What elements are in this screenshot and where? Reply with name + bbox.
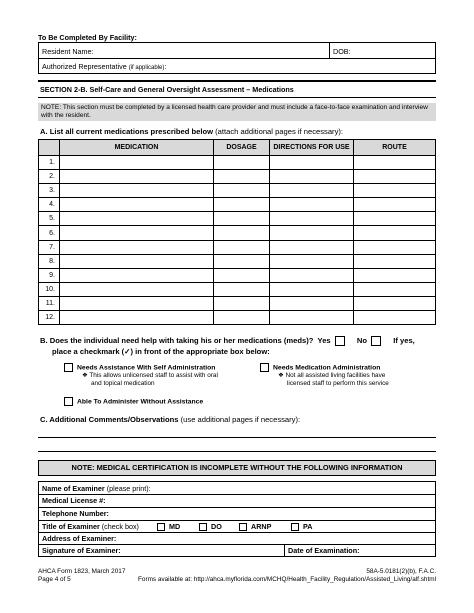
directions-cell[interactable] [270, 254, 354, 268]
medications-table [38, 139, 436, 325]
route-cell[interactable] [354, 311, 436, 325]
medication-row [39, 296, 436, 310]
row-number: 10. [39, 282, 60, 296]
row-number: 9. [39, 268, 60, 282]
row-number: 5. [39, 212, 60, 226]
medication-row [39, 254, 436, 268]
medication-row [39, 226, 436, 240]
dosage-cell[interactable] [214, 311, 270, 325]
no-checkbox[interactable] [371, 336, 381, 346]
row-number: 4. [39, 198, 60, 212]
med-admin-desc: ❖ Not all assisted living facilities have licensed staff to perform this service [278, 372, 389, 387]
route-cell[interactable] [354, 198, 436, 212]
footer-right [138, 568, 436, 584]
auth-rep-label: Authorized Representative (if applicable): [42, 62, 167, 71]
dosage-cell[interactable] [214, 296, 270, 310]
dosage-cell[interactable] [214, 254, 270, 268]
dosage-cell[interactable] [214, 170, 270, 184]
do-checkbox[interactable] [199, 523, 207, 531]
dosage-header: DOSAGE [214, 140, 270, 156]
directions-cell[interactable] [270, 198, 354, 212]
dob-label: DOB: [333, 47, 351, 56]
medication-row [39, 170, 436, 184]
route-cell[interactable] [354, 268, 436, 282]
do-option: DO [199, 522, 222, 531]
resident-name-label: Resident Name: [42, 47, 94, 56]
row-number: 1. [39, 156, 60, 170]
able-checkbox[interactable] [64, 397, 73, 406]
directions-cell[interactable] [270, 240, 354, 254]
medication-row [39, 282, 436, 296]
route-cell[interactable] [354, 282, 436, 296]
route-header: ROUTE [354, 140, 436, 156]
dosage-cell[interactable] [214, 198, 270, 212]
route-cell[interactable] [354, 156, 436, 170]
route-cell[interactable] [354, 226, 436, 240]
yes-checkbox[interactable] [335, 336, 345, 346]
medication-cell[interactable] [60, 184, 214, 198]
md-option: MD [157, 522, 180, 531]
question-b: B. Does the individual need help with taking his or her medications (meds)? Yes No If yes, [40, 336, 415, 345]
option-able: Able To Administer Without Assistance [64, 397, 203, 406]
section-title: SECTION 2-B. Self-Care and General Oversight Assessment – Medications [40, 85, 294, 94]
examiner-box [38, 481, 436, 557]
comments-line-2[interactable] [38, 451, 436, 452]
row-number: 11. [39, 296, 60, 310]
directions-cell[interactable] [270, 296, 354, 310]
medication-cell[interactable] [60, 282, 214, 296]
question-b-instruction: place a checkmark (✓) in front of the appropriate box below: [52, 347, 270, 356]
option-med-admin: Needs Medication Administration [260, 363, 380, 372]
row-number: 2. [39, 170, 60, 184]
directions-cell[interactable] [270, 170, 354, 184]
telephone-label: Telephone Number: [42, 509, 109, 518]
directions-cell[interactable] [270, 212, 354, 226]
medication-cell[interactable] [60, 198, 214, 212]
medication-cell[interactable] [60, 311, 214, 325]
route-cell[interactable] [354, 212, 436, 226]
medication-row [39, 268, 436, 282]
directions-cell[interactable] [270, 156, 354, 170]
row-number-header [39, 140, 60, 156]
directions-cell[interactable] [270, 184, 354, 198]
form-id: AHCA Form 1823, March 2017 [38, 568, 126, 575]
question-c: C. Additional Comments/Observations (use additional pages if necessary): [40, 415, 301, 424]
medication-cell[interactable] [60, 212, 214, 226]
pa-checkbox[interactable] [291, 523, 299, 531]
arnp-checkbox[interactable] [239, 523, 247, 531]
medication-row [39, 311, 436, 325]
route-cell[interactable] [354, 184, 436, 198]
signature-label: Signature of Examiner: [42, 546, 121, 555]
medication-row [39, 184, 436, 198]
med-admin-checkbox[interactable] [260, 363, 269, 372]
medication-header: MEDICATION [60, 140, 214, 156]
pa-option: PA [291, 522, 312, 531]
row-number: 12. [39, 311, 60, 325]
md-checkbox[interactable] [157, 523, 165, 531]
medication-row [39, 212, 436, 226]
directions-cell[interactable] [270, 282, 354, 296]
rule-code: 58A-5.0181(2)(b), F.A.C. [366, 568, 436, 575]
route-cell[interactable] [354, 296, 436, 310]
route-cell[interactable] [354, 240, 436, 254]
facility-header: To Be Completed By Facility: [38, 33, 137, 42]
comments-line-1[interactable] [38, 437, 436, 438]
row-number: 7. [39, 240, 60, 254]
medication-row [39, 198, 436, 212]
question-a: A. List all current medications prescribed below (attach additional pages if necessary): [40, 127, 344, 136]
directions-cell[interactable] [270, 268, 354, 282]
title-label: Title of Examiner (check box) [42, 522, 139, 531]
medication-cell[interactable] [60, 240, 214, 254]
address-label: Address of Examiner: [42, 534, 117, 543]
medication-cell[interactable] [60, 296, 214, 310]
directions-cell[interactable] [270, 226, 354, 240]
row-number: 8. [39, 254, 60, 268]
medication-cell[interactable] [60, 254, 214, 268]
route-cell[interactable] [354, 170, 436, 184]
row-number: 3. [39, 184, 60, 198]
self-admin-desc: ❖ This allows unlicensed staff to assist with oral and topical medication [82, 372, 218, 387]
self-admin-checkbox[interactable] [64, 363, 73, 372]
dosage-cell[interactable] [214, 282, 270, 296]
medication-cell[interactable] [60, 170, 214, 184]
forms-url[interactable]: Forms available at: http://ahca.myflorida.com/MCHQ/Health_Facility_Regulation/Assisted_Living/alf.shtml [138, 576, 436, 583]
footer-left [38, 568, 125, 584]
dosage-cell[interactable] [214, 226, 270, 240]
medication-cell[interactable] [60, 156, 214, 170]
directions-cell[interactable] [270, 311, 354, 325]
license-label: Medical License #: [42, 496, 106, 505]
arnp-option: ARNP [239, 522, 271, 531]
option-self-admin: Needs Assistance With Self Administration [64, 363, 215, 372]
medication-cell[interactable] [60, 268, 214, 282]
row-number: 6. [39, 226, 60, 240]
dosage-cell[interactable] [214, 156, 270, 170]
route-cell[interactable] [354, 254, 436, 268]
medication-cell[interactable] [60, 226, 214, 240]
medication-row [39, 156, 436, 170]
certification-note: NOTE: MEDICAL CERTIFICATION IS INCOMPLETE WITHOUT THE FOLLOWING INFORMATION [38, 460, 436, 476]
dosage-cell[interactable] [214, 240, 270, 254]
medication-row [39, 240, 436, 254]
dosage-cell[interactable] [214, 268, 270, 282]
dosage-cell[interactable] [214, 184, 270, 198]
resident-info-box [38, 42, 436, 74]
note-box: NOTE: This section must be completed by a licensed health care provider and must include a face-to-face examination and interview with the resident. [38, 103, 436, 121]
exam-date-label: Date of Examination: [288, 546, 360, 555]
directions-header: DIRECTIONS FOR USE [270, 140, 354, 156]
dosage-cell[interactable] [214, 212, 270, 226]
page-number: Page 4 of 5 [38, 576, 71, 583]
examiner-name-label: Name of Examiner (please print): [42, 484, 151, 493]
